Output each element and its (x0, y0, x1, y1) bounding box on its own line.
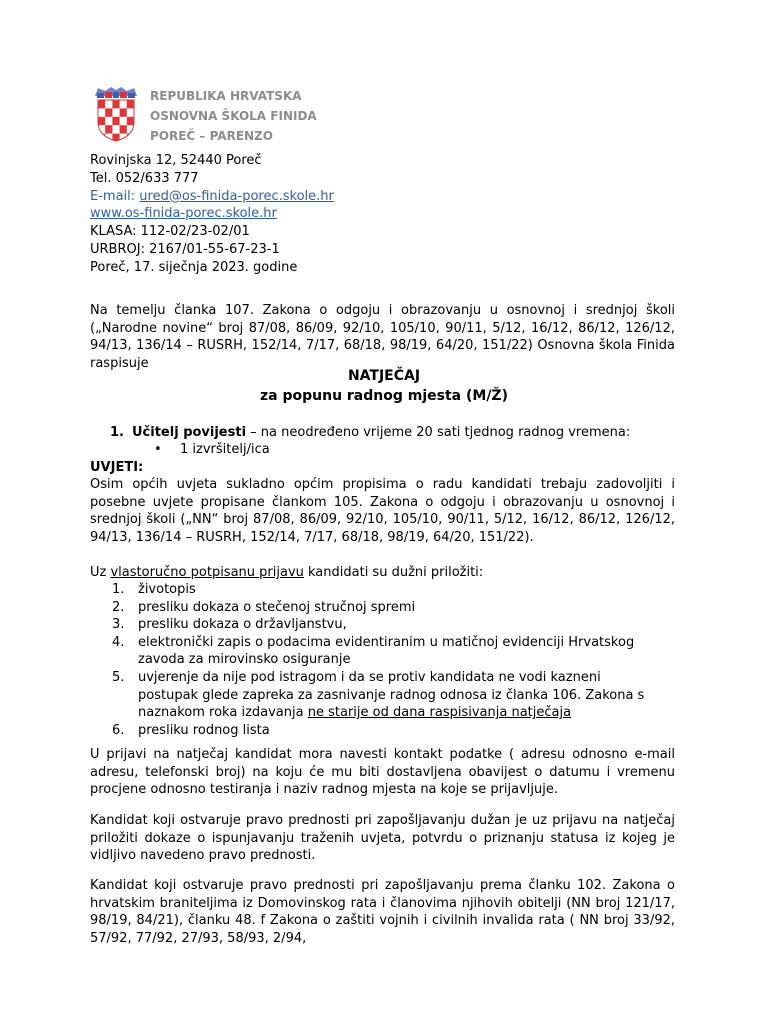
letterhead (94, 86, 494, 146)
list-item-number: 6. (112, 722, 125, 738)
list-item-number: 5. (112, 669, 125, 685)
position-name: Učitelj povijesti (132, 425, 247, 440)
conditions-heading: UVJETI: (90, 460, 144, 475)
list-item (112, 634, 648, 669)
email-label: E-mail: (90, 188, 140, 204)
list-item-text: presliku dokaza o stečenoj stručnoj spremi (138, 599, 416, 615)
contact-paragraph: U prijavi na natječaj kandidat mora navesti kontakt podatke ( adresu odnosno e-mail adresu, telefonski broj) na koju će mu biti dostavljena obavijest o datumu i vremenu procjene odnosno testiranja i naziv radnog mjesta na koje se prijavljuje. (90, 747, 675, 798)
list-item-text: uvjerenje da nije pod istragom i da se protiv kandidata ne vodi kazneni postupak glede zapreka za zasnivanje radnog odnosa iz članka 106. Zakona s naznakom roka izdavanja (138, 669, 645, 721)
email-link[interactable]: ured@os-finida-porec.skole.hr (139, 188, 334, 204)
position-item (110, 424, 675, 442)
intro-paragraph: Na temelju članka 107. Zakona o odgoju i obrazovanju u osnovnoj i srednjoj školi („Narodne novine“ broj 87/08, 86/09, 92/10, 105/10, 90/11, 5/12, 16/12, 86/12, 126/12, 94/13, 136/14 – RUSRH, 152/14, 7/17, 68/18, 98/19, 64/20, 151/22) Osnovna škola Finida raspisuje (90, 303, 675, 371)
list-item-number: 2. (112, 599, 125, 615)
documents-intro (90, 564, 675, 582)
address-block (90, 152, 334, 277)
bullet-text: 1 izvršitelj/ica (180, 442, 270, 457)
list-item-number: 1. (112, 582, 125, 597)
telephone: Tel. 052/633 777 (90, 170, 199, 186)
email-line (90, 188, 334, 206)
position-number: 1. (110, 425, 124, 440)
list-item (112, 581, 675, 599)
documents-intro-prefix: Uz (90, 565, 111, 580)
list-item-text: životopis (138, 582, 196, 597)
document-subtitle: za popunu radnog mjesta (M/Ž) (260, 388, 508, 404)
urbroj: URBROJ: 2167/01-55-67-23-1 (90, 241, 280, 257)
school-line-name: OSNOVNA ŠKOLA FINIDA (150, 109, 317, 123)
documents-intro-underlined: vlastoručno potpisanu prijavu (110, 565, 304, 580)
position-description: – na neodređeno vrijeme 20 sati tjednog radnog vremena: (246, 425, 631, 440)
document-date: Poreč, 17. siječnja 2023. godine (90, 259, 298, 275)
list-item-underlined: ne starije od dana raspisivanja natječaja (307, 705, 572, 721)
documents-intro-suffix: kandidati su dužni priložiti: (303, 565, 484, 580)
veterans-paragraph: Kandidat koji ostvaruje pravo prednosti pri zapošljavanju prema članku 102. Zakona o hrvatskim braniteljima iz Domovinskog rata i članovima njihovih obitelji (NN broj 121/17, 98/19, 84/21), članku 48. f Zakona o zaštiti vojnih i civilnih invalida rata ( NN broj 33/92, 57/92, 77/92, 27/93, 58/93, 2/94, (90, 878, 675, 946)
croatian-coat-of-arms-icon (94, 86, 138, 142)
website-link[interactable]: www.os-finida-porec.skole.hr (90, 206, 277, 222)
priority-paragraph: Kandidat koji ostvaruje pravo prednosti pri zapošljavanju dužan je uz prijavu na natječaj priložiti dokaze o ispunjavanju traženih uvjeta, potvrdu o priznanju statusa iz kojeg je vidljivo navedeno pravo prednosti. (90, 813, 675, 864)
list-item-number: 4. (112, 634, 125, 650)
school-line-country: REPUBLIKA HRVATSKA (150, 89, 302, 103)
bullet-icon: • (154, 442, 162, 457)
list-item (112, 599, 675, 617)
list-item-text: presliku dokaza o državljanstvu, (138, 617, 347, 633)
position-bullet (154, 441, 270, 459)
school-line-town: POREČ – PARENZO (150, 129, 273, 143)
conditions-text: Osim općih uvjeta sukladno općim propisima o radu kandidati trebaju zadovoljiti i posebne uvjete propisane člankom 105. Zakona o odgoju i obrazovanju u osnovnoj i srednjoj školi („NN“ broj 87/08, 86/09, 92/10, 105/10, 90/11, 5/12, 16/12, 86/12, 126/12, 94/13, 136/14 – RUSRH, 152/14, 7/17, 68/18, 98/19, 64/20, 151/22). (90, 477, 675, 545)
school-name (150, 86, 317, 146)
list-item-text: elektronički zapis o podacima evidentiranim u matičnoj evidenciji Hrvatskog zavoda za mirovinsko osiguranje (138, 634, 635, 668)
list-item (112, 722, 675, 740)
website-line (90, 205, 334, 223)
street-address: Rovinjska 12, 52440 Poreč (90, 153, 262, 168)
klasa: KLASA: 112-02/23-02/01 (90, 224, 250, 240)
list-item (112, 669, 658, 722)
list-item (112, 616, 675, 634)
document-title: NATJEČAJ (347, 368, 421, 384)
documents-list (112, 581, 675, 739)
list-item-text: presliku rodnog lista (138, 722, 270, 738)
list-item-number: 3. (112, 617, 125, 633)
